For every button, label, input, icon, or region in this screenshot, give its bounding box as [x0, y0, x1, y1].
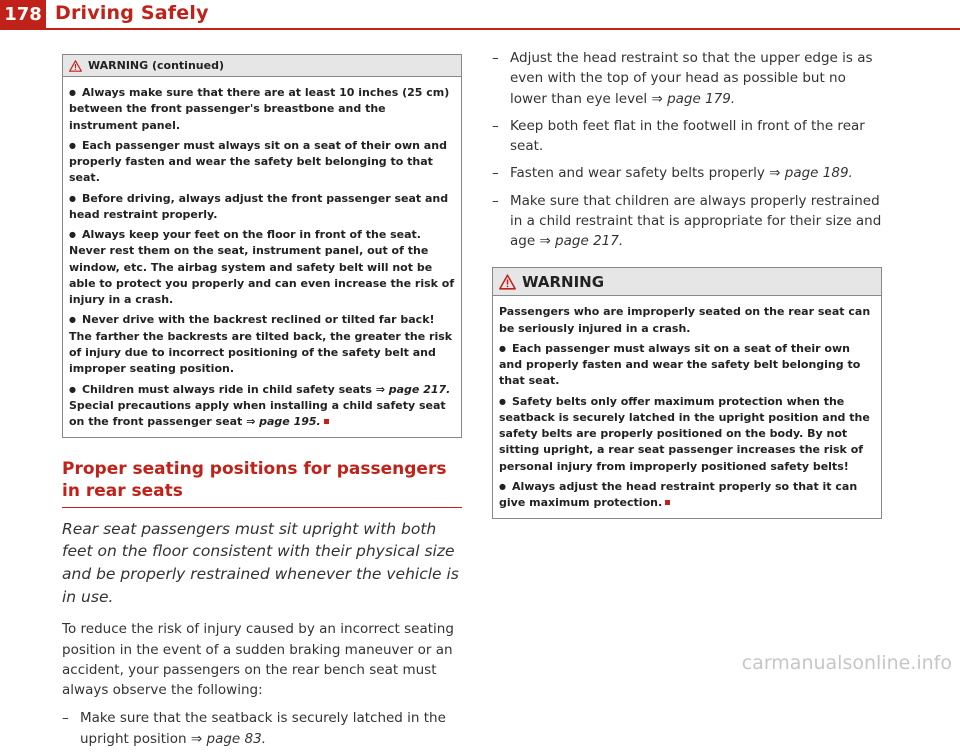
warning-bullet: ● Always make sure that there are at least 10 inches (25 cm) between the front passenger's breastbone and the instrument panel.	[69, 85, 455, 134]
warning-bullet: ● Each passenger must always sit on a seat of their own and properly fasten and wear the safety belt belonging to that seat.	[69, 138, 455, 187]
list-item-text: Fasten and wear safety belts properly	[510, 165, 770, 182]
watermark: carmanualsonline.info	[741, 652, 952, 674]
warning-body	[493, 296, 881, 518]
bullet-text: Always adjust the head restraint properly so that it can give maximum protection.	[499, 479, 858, 510]
warning-lead: Passengers who are improperly seated on the rear seat can be seriously injured in a crash.	[499, 305, 871, 335]
body-paragraph: To reduce the risk of injury caused by an incorrect seating position in the event of a sudden braking maneuver or an accident, your passengers on the rear bench seat must always observe the following:	[62, 621, 454, 698]
page-reference-link[interactable]: ⇒ page 217.	[375, 382, 451, 396]
warning-triangle-icon	[499, 274, 516, 290]
list-item	[492, 116, 882, 157]
bullet-text: Children must always ride in child safety seats	[81, 382, 376, 396]
warning-bullet: ● Each passenger must always sit on a seat of their own and properly fasten and wear the safety belt belonging to that seat.	[499, 341, 875, 390]
warning-box-continued	[62, 54, 462, 438]
warning-bullet: ● Always keep your feet on the floor in front of the seat. Never rest them on the seat, instrument panel, out of the window, etc. The airbag system and safety belt will not be able to protect you properly and can even increase the risk of injury in a crash.	[69, 227, 455, 308]
right-column	[492, 48, 882, 519]
end-of-section-mark	[324, 419, 329, 424]
page-reference-link[interactable]: ⇒ page 83.	[190, 730, 266, 747]
intro-paragraph: Rear seat passengers must sit upright with both feet on the floor consistent with their physical size and be properly restrained whenever the vehicle is in use.	[62, 519, 459, 607]
list-item-text: Make sure that children are always properly restrained in a child restraint that is appropriate for their size and age	[510, 192, 882, 249]
warning-heading: WARNING (continued)	[88, 59, 224, 72]
list-item	[62, 708, 462, 749]
list-item-text: Make sure that the seatback is securely latched in the upright position	[80, 710, 446, 747]
instruction-list	[492, 48, 882, 251]
warning-header	[493, 268, 881, 296]
bullet-text: Special precautions apply when installing a child safety seat on the front passenger seat	[69, 398, 446, 429]
warning-body	[63, 77, 461, 437]
warning-bullet-head-restraint	[499, 479, 875, 512]
header-rule	[0, 28, 960, 30]
list-item-text: Keep both feet flat in the footwell in front of the rear seat.	[510, 117, 865, 154]
warning-bullet-child-seats	[69, 382, 455, 431]
warning-bullet: ● Before driving, always adjust the front passenger seat and head restraint properly.	[69, 191, 455, 224]
warning-bullet: ● Never drive with the backrest reclined or tilted far back! The farther the backrests are tilted back, the greater the risk of injury due to incorrect positioning of the safety belt and improper seating position.	[69, 312, 455, 377]
page-reference-link[interactable]: ⇒ page 195.	[246, 415, 321, 429]
page-reference-link[interactable]: ⇒ page 189.	[769, 165, 853, 182]
list-item	[492, 191, 882, 252]
section-title: Driving Safely	[55, 2, 209, 24]
warning-triangle-icon	[69, 60, 82, 72]
warning-box	[492, 267, 882, 519]
warning-header	[63, 55, 461, 77]
subsection-heading: Proper seating positions for passengers in rear seats	[62, 458, 462, 507]
warning-heading: WARNING	[522, 273, 605, 292]
left-column	[62, 54, 462, 756]
page-reference-link[interactable]: ⇒ page 179.	[651, 90, 736, 107]
end-of-section-mark	[665, 500, 670, 505]
list-item	[492, 48, 882, 109]
warning-bullet: ● Safety belts only offer maximum protection when the seatback is securely latched in the upright position and the safety belts are properly positioned on the body. By not sitting upright, a rear seat passenger increases the risk of personal injury from improperly positioned safety belts!	[499, 394, 875, 475]
list-item	[492, 163, 882, 183]
page-reference-link[interactable]: ⇒ page 217.	[539, 233, 624, 249]
page-number-badge: 178	[0, 0, 46, 28]
list-item-text: Adjust the head restraint so that the upper edge is as even with the top of your head as possible but no lower than eye level	[510, 50, 873, 107]
